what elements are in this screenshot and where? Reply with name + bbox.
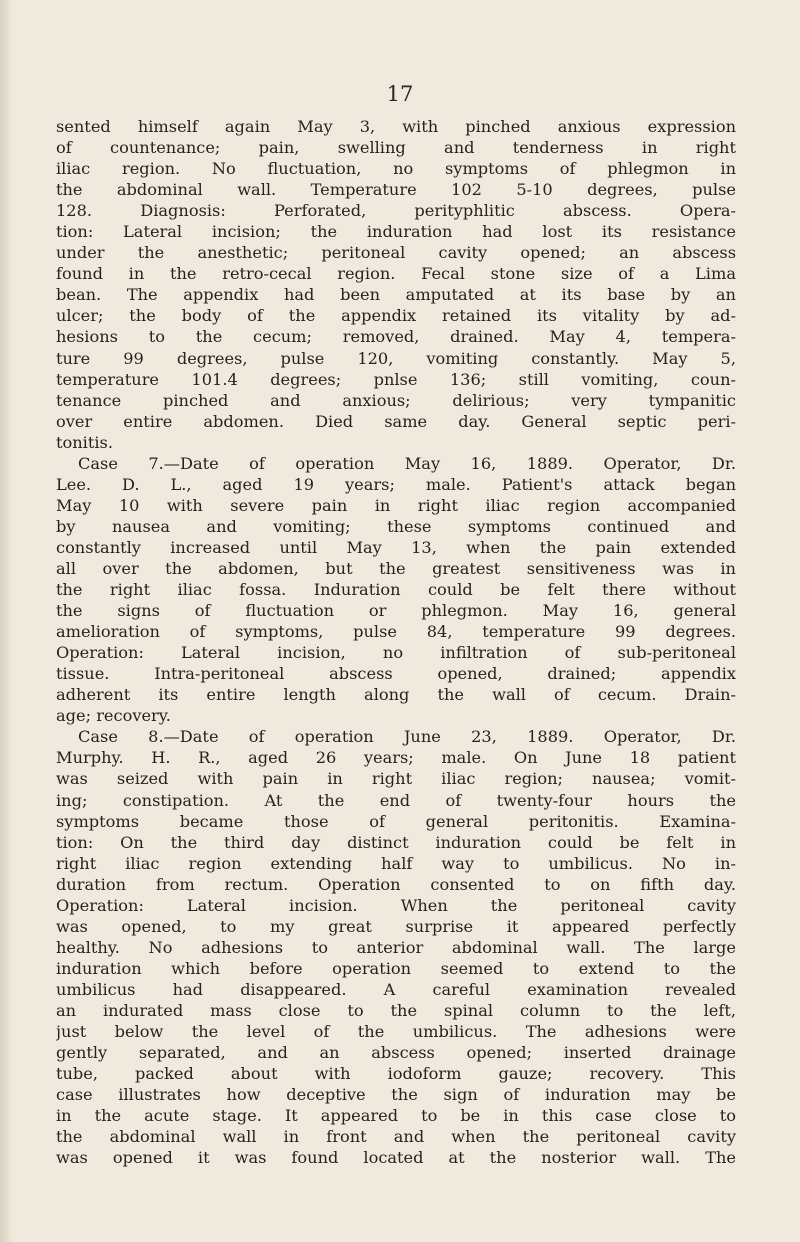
text-line: Operation: Lateral incision, no infiltration of sub-peritoneal xyxy=(56,643,736,663)
text-line: all over the abdomen, but the greatest sensitiveness was in xyxy=(56,558,736,578)
text-line: adherent its entire length along the wall of cecum. Drain- xyxy=(56,685,736,705)
text-line: the signs of fluctuation or phlegmon. May 16, general xyxy=(56,601,736,621)
text-line: of countenance; pain, swelling and tenderness in right xyxy=(56,138,736,158)
text-line: hesions to the cecum; removed, drained. May 4, tempera- xyxy=(56,327,736,347)
text-line: was opened it was found located at the nosterior wall. The xyxy=(56,1148,736,1168)
text-line: iliac region. No fluctuation, no symptoms of phlegmon in xyxy=(56,159,736,179)
text-line: tube, packed about with iodoform gauze; recovery. This xyxy=(56,1064,736,1084)
text-line: Operation: Lateral incision. When the peritoneal cavity xyxy=(56,895,736,915)
text-line: tion: Lateral incision; the induration had lost its resistance xyxy=(56,222,736,242)
text-line: age; recovery. xyxy=(56,706,171,726)
text-line: the abdominal wall. Temperature 102 5-10 degrees, pulse xyxy=(56,180,736,200)
body-text xyxy=(56,116,736,1168)
text-line: under the anesthetic; peritoneal cavity opened; an abscess xyxy=(56,243,736,263)
text-line: case illustrates how deceptive the sign of induration may be xyxy=(56,1085,736,1105)
text-line: Lee. D. L., aged 19 years; male. Patient's attack began xyxy=(56,474,736,494)
case-7-heading-line: Case 7.—Date of operation May 16, 1889. Operator, Dr. xyxy=(78,453,736,473)
text-line: an indurated mass close to the spinal column to the left, xyxy=(56,1000,736,1020)
text-line: 128. Diagnosis: Perforated, perityphlitic abscess. Opera- xyxy=(56,201,736,221)
text-line: just below the level of the umbilicus. The adhesions were xyxy=(56,1022,736,1042)
text-line: bean. The appendix had been amputated at its base by an xyxy=(56,285,736,305)
text-line: duration from rectum. Operation consented to on fifth day. xyxy=(56,874,736,894)
text-line: Murphy. H. R., aged 26 years; male. On June 18 patient xyxy=(56,748,736,768)
text-line: amelioration of symptoms, pulse 84, temperature 99 degrees. xyxy=(56,622,736,642)
text-line: the abdominal wall in front and when the peritoneal cavity xyxy=(56,1127,736,1147)
text-line: induration which before operation seemed to extend to the xyxy=(56,958,736,978)
text-line: the right iliac fossa. Induration could be felt there without xyxy=(56,580,736,600)
text-line: over entire abdomen. Died same day. General septic peri- xyxy=(56,411,736,431)
text-line: was opened, to my great surprise it appeared perfectly xyxy=(56,916,736,936)
text-line: by nausea and vomiting; these symptoms continued and xyxy=(56,516,736,536)
text-line: umbilicus had disappeared. A careful examination revealed xyxy=(56,979,736,999)
text-line: found in the retro-cecal region. Fecal stone size of a Lima xyxy=(56,264,736,284)
text-line: constantly increased until May 13, when the pain extended xyxy=(56,537,736,557)
text-line: tonitis. xyxy=(56,432,113,452)
text-line: tenance pinched and anxious; delirious; very tympanitic xyxy=(56,390,736,410)
text-line: was seized with pain in right iliac region; nausea; vomit- xyxy=(56,769,736,789)
text-line: ture 99 degrees, pulse 120, vomiting constantly. May 5, xyxy=(56,348,736,368)
text-line: in the acute stage. It appeared to be in this case close to xyxy=(56,1106,736,1126)
text-line: ing; constipation. At the end of twenty-four hours the xyxy=(56,790,736,810)
text-line: tissue. Intra-peritoneal abscess opened, drained; appendix xyxy=(56,664,736,684)
text-line: sented himself again May 3, with pinched anxious expression xyxy=(56,117,736,136)
case-8-heading-line: Case 8.—Date of operation June 23, 1889. Operator, Dr. xyxy=(78,727,736,747)
text-line: temperature 101.4 degrees; pnlse 136; still vomiting, coun- xyxy=(56,369,736,389)
page-number: 17 xyxy=(386,82,414,106)
page-gutter-shadow xyxy=(0,0,14,1242)
text-line: right iliac region extending half way to umbilicus. No in- xyxy=(56,853,736,873)
text-line: ulcer; the body of the appendix retained its vitality by ad- xyxy=(56,306,736,326)
text-line: healthy. No adhesions to anterior abdominal wall. The large xyxy=(56,937,736,957)
text-line: tion: On the third day distinct induration could be felt in xyxy=(56,832,736,852)
text-line: May 10 with severe pain in right iliac region accompanied xyxy=(56,495,736,515)
text-line: gently separated, and an abscess opened; inserted drainage xyxy=(56,1043,736,1063)
text-line: symptoms became those of general peritonitis. Examina- xyxy=(56,811,736,831)
